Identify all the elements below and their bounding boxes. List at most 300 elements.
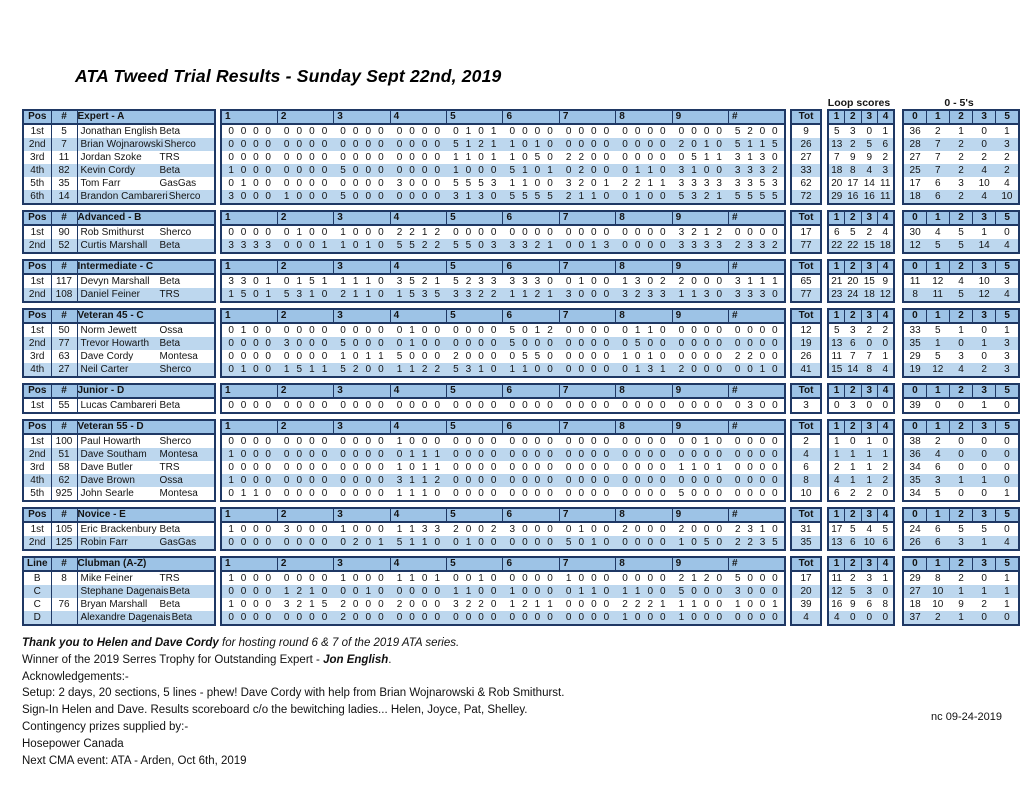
section-score-cell <box>559 239 615 253</box>
score-digit: 0 <box>565 612 572 623</box>
score-digit: 1 <box>678 612 685 623</box>
section-score-cell <box>729 598 785 611</box>
score-digit: 0 <box>591 152 597 163</box>
count-column-header: 1 <box>926 260 949 274</box>
score-digit: 5 <box>534 191 541 202</box>
section-score-cell <box>559 474 615 487</box>
count-row <box>903 177 1019 190</box>
score-digit: 2 <box>678 364 685 375</box>
score-digit: 0 <box>478 152 484 163</box>
bike-name: Beta <box>159 400 181 411</box>
score-digit: 3 <box>453 289 459 300</box>
score-digit: 0 <box>772 400 778 411</box>
score-digit: 0 <box>240 449 247 460</box>
score-digit: 0 <box>747 227 753 238</box>
score-digit: 0 <box>240 351 247 362</box>
score-digit: 0 <box>240 400 247 411</box>
score-digit: 0 <box>265 436 271 447</box>
score-digit: 3 <box>703 178 710 189</box>
score-digit: 0 <box>409 139 415 150</box>
score-digit: 0 <box>253 462 259 473</box>
pos-column-header: Pos <box>23 309 51 323</box>
count-cell: 29 <box>909 351 921 362</box>
rider-row <box>23 448 215 461</box>
rider-name-bike-cell <box>77 138 215 151</box>
loop-score-cell: 18 <box>878 239 895 253</box>
count-column-header: 1 <box>926 110 949 124</box>
score-digit: 0 <box>240 599 247 610</box>
score-digit: 3 <box>453 191 459 202</box>
score-digit: 1 <box>465 191 472 202</box>
score-digit: 0 <box>253 139 259 150</box>
score-digit: 1 <box>678 537 685 548</box>
score-digit: 0 <box>660 488 666 499</box>
section-score-cell <box>390 434 446 448</box>
riders-table <box>22 109 216 205</box>
score-digit: 0 <box>634 152 641 163</box>
section-score-cell <box>616 434 672 448</box>
loop-score-cell: 4 <box>828 611 845 625</box>
section-score-cell <box>447 350 503 363</box>
score-digit: 0 <box>365 152 372 163</box>
section-scores-table <box>220 419 786 502</box>
score-digit: 0 <box>352 325 359 336</box>
section-score-cell <box>503 177 559 190</box>
score-digit: 0 <box>240 537 247 548</box>
score-digit: 0 <box>365 165 372 176</box>
score-digit: 1 <box>296 227 303 238</box>
score-digit: 0 <box>691 612 697 623</box>
score-counts-table <box>902 383 1020 414</box>
score-digit: 1 <box>547 165 553 176</box>
score-digit: 0 <box>622 139 628 150</box>
count-cell: 8 <box>935 573 941 584</box>
section-score-cell <box>390 239 446 253</box>
loop-score-cell: 3 <box>849 400 856 411</box>
count-cell: 5 <box>935 488 941 499</box>
bike-name: Beta <box>159 524 181 535</box>
score-digit: 3 <box>759 537 766 548</box>
score-digit: 1 <box>228 599 234 610</box>
score-group-titles <box>22 96 1020 109</box>
loop-scores-row <box>828 323 894 337</box>
score-digit: 1 <box>716 152 722 163</box>
section-score-cell <box>277 323 333 337</box>
section-score-cell <box>672 164 728 177</box>
score-digit: 0 <box>478 351 484 362</box>
count-row <box>903 448 1019 461</box>
position-cell: C <box>23 598 51 611</box>
score-digit: 0 <box>734 436 741 447</box>
riders-table <box>22 556 216 626</box>
header-row <box>23 260 215 274</box>
rider-row <box>23 177 215 190</box>
section-score-cell <box>672 138 728 151</box>
score-digit: 2 <box>340 599 346 610</box>
score-digit: 0 <box>478 537 484 548</box>
score-digit: 0 <box>434 436 441 447</box>
section-score-cell <box>221 363 277 377</box>
score-digit: 0 <box>578 240 585 251</box>
loop-score-cell: 3 <box>861 585 878 598</box>
section-score-cell <box>221 190 277 204</box>
section-column-header: 7 <box>559 110 615 124</box>
score-digit: 0 <box>321 524 328 535</box>
count-cell: 0 <box>996 611 1019 625</box>
count-cell: 11 <box>909 276 921 287</box>
score-digit: 0 <box>660 612 666 623</box>
score-counts-table <box>902 308 1020 378</box>
score-digit: 2 <box>421 364 428 375</box>
score-digit: 0 <box>265 488 271 499</box>
loop-score-cell: 0 <box>849 436 856 447</box>
score-digit: 3 <box>534 276 541 287</box>
score-digit: 0 <box>434 586 441 597</box>
score-digit: 0 <box>565 364 572 375</box>
score-digit: 0 <box>734 227 741 238</box>
score-digit: 0 <box>309 139 315 150</box>
rider-number-cell: 105 <box>51 522 77 536</box>
count-cell: 0 <box>958 400 964 411</box>
score-digit: 0 <box>396 586 403 597</box>
score-digit: 0 <box>772 227 778 238</box>
footer-line: Setup: 2 days, 20 sections, 5 lines - phew! Dave Cordy with help from Brian Wojnarowski & Rob Smithurst. <box>22 687 565 700</box>
score-digit: 0 <box>603 289 610 300</box>
score-digit: 1 <box>534 599 541 610</box>
score-digit: 0 <box>434 488 441 499</box>
rider-row <box>23 190 215 204</box>
section-score-cell <box>221 288 277 302</box>
score-digit: 3 <box>509 276 516 287</box>
position-cell: 2nd <box>23 288 51 302</box>
section-column-header: # <box>729 420 785 434</box>
score-digit: 0 <box>716 351 722 362</box>
count-cell: 2 <box>958 152 964 163</box>
score-digit: 0 <box>691 449 697 460</box>
loop-score-cell: 16 <box>861 190 878 204</box>
score-digit: 0 <box>622 488 628 499</box>
score-digit: 0 <box>603 338 610 349</box>
score-digit: 0 <box>453 325 459 336</box>
section-column-header: 1 <box>221 309 277 323</box>
section-score-cell <box>503 288 559 302</box>
score-digit: 0 <box>253 227 259 238</box>
section-score-cell <box>729 571 785 585</box>
section-column-header: # <box>729 309 785 323</box>
score-digit: 0 <box>578 612 585 623</box>
score-digit: 1 <box>434 449 441 460</box>
position-cell: 1st <box>23 323 51 337</box>
score-digit: 0 <box>309 537 315 548</box>
rider-name: Neil Carter <box>80 364 129 375</box>
score-digit: 1 <box>747 139 753 150</box>
score-digit: 2 <box>747 351 753 362</box>
section-column-header: 9 <box>672 211 728 225</box>
score-digit: 0 <box>509 462 516 473</box>
section-score-cell <box>616 288 672 302</box>
section-score-cell <box>729 350 785 363</box>
loop-score-cell: 7 <box>833 152 840 163</box>
score-digit: 5 <box>522 351 528 362</box>
header-row <box>903 420 1019 434</box>
score-digit: 0 <box>622 191 628 202</box>
score-digit: 3 <box>660 289 666 300</box>
total-cell: 27 <box>800 152 812 163</box>
count-row <box>903 274 1019 288</box>
rider-number-cell: 125 <box>51 536 77 550</box>
section-column-header: 4 <box>390 384 446 398</box>
section-column-header: 9 <box>672 384 728 398</box>
score-digit: 0 <box>283 573 290 584</box>
score-digit: 0 <box>309 227 315 238</box>
count-cell: 5 <box>958 524 964 535</box>
score-digit: 0 <box>490 364 497 375</box>
section-score-cell <box>447 124 503 138</box>
total-cell: 2 <box>803 436 809 447</box>
score-digit: 0 <box>421 191 428 202</box>
class-block-expert-a <box>22 109 1020 205</box>
section-score-cell <box>559 461 615 474</box>
score-digit: 0 <box>490 488 497 499</box>
score-digit: 5 <box>340 364 346 375</box>
score-digit: 0 <box>340 488 346 499</box>
total-row <box>791 177 821 190</box>
score-digit: 2 <box>703 191 710 202</box>
rider-number-cell <box>51 611 77 625</box>
section-score-cell <box>503 151 559 164</box>
score-digit: 0 <box>509 436 516 447</box>
count-cell: 36 <box>903 448 926 461</box>
section-score-cell <box>334 337 390 350</box>
score-digit: 0 <box>478 612 484 623</box>
position-cell: 1st <box>23 522 51 536</box>
score-digit: 2 <box>478 289 484 300</box>
score-digit: 2 <box>734 351 741 362</box>
score-digit: 1 <box>309 289 315 300</box>
score-digit: 0 <box>716 524 722 535</box>
total-row <box>791 350 821 363</box>
score-digit: 0 <box>591 599 597 610</box>
score-digit: 0 <box>634 139 641 150</box>
score-digit: 0 <box>660 139 666 150</box>
score-digit: 5 <box>309 276 315 287</box>
section-score-cell <box>277 398 333 413</box>
score-digit: 0 <box>734 462 741 473</box>
count-cell: 5 <box>935 325 941 336</box>
score-digit: 3 <box>691 191 697 202</box>
section-score-cell <box>672 124 728 138</box>
section-column-header: 4 <box>390 110 446 124</box>
score-digit: 0 <box>352 126 359 137</box>
score-digit: 2 <box>340 289 346 300</box>
section-scores-row <box>221 611 785 625</box>
score-digit: 3 <box>772 178 778 189</box>
score-digit: 0 <box>396 126 403 137</box>
total-row <box>791 598 821 611</box>
loop-scores-row <box>828 151 894 164</box>
section-column-header: 9 <box>672 260 728 274</box>
count-cell: 12 <box>932 276 944 287</box>
score-digit: 0 <box>378 289 384 300</box>
loop-score-cell: 0 <box>861 611 878 625</box>
score-digit: 0 <box>265 524 271 535</box>
score-digit: 0 <box>253 289 259 300</box>
section-scores-table <box>220 556 786 626</box>
loop-scores-table <box>827 556 895 626</box>
rider-name-bike-cell <box>77 274 215 288</box>
loop-column-header: 2 <box>845 309 862 323</box>
score-digit: 0 <box>478 436 484 447</box>
score-digit: 0 <box>352 139 359 150</box>
score-digit: 1 <box>759 364 766 375</box>
score-digit: 1 <box>647 325 653 336</box>
loop-score-cell: 15 <box>861 239 878 253</box>
score-digit: 3 <box>734 152 741 163</box>
score-digit: 3 <box>647 289 654 300</box>
rider-name-bike-cell <box>77 448 215 461</box>
score-digit: 0 <box>634 462 641 473</box>
score-digit: 0 <box>647 462 653 473</box>
score-digit: 3 <box>691 240 697 251</box>
section-score-cell <box>390 461 446 474</box>
score-digit: 0 <box>591 338 597 349</box>
score-digit: 0 <box>603 436 610 447</box>
score-digit: 0 <box>434 400 441 411</box>
rider-name: Norm Jewett <box>80 325 137 336</box>
rider-row <box>23 522 215 536</box>
score-digit: 5 <box>734 139 741 150</box>
score-digit: 0 <box>547 462 553 473</box>
score-digit: 3 <box>396 178 403 189</box>
score-digit: 5 <box>340 165 346 176</box>
count-cell: 1 <box>981 227 987 238</box>
section-score-cell <box>277 434 333 448</box>
section-score-cell <box>559 434 615 448</box>
score-digit: 0 <box>678 351 685 362</box>
loop-scores-row <box>828 337 894 350</box>
section-score-cell <box>277 474 333 487</box>
loop-score-cell: 0 <box>882 436 889 447</box>
count-cell: 6 <box>926 536 949 550</box>
score-digit: 0 <box>603 586 610 597</box>
score-digit: 0 <box>321 227 328 238</box>
score-digit: 3 <box>691 178 697 189</box>
section-score-cell <box>672 522 728 536</box>
score-digit: 0 <box>747 599 753 610</box>
score-digit: 0 <box>283 462 290 473</box>
score-digit: 1 <box>453 152 459 163</box>
section-column-header: 5 <box>447 211 503 225</box>
score-digit: 0 <box>296 449 303 460</box>
score-digit: 0 <box>759 227 766 238</box>
score-digit: 0 <box>321 436 328 447</box>
score-digit: 0 <box>321 400 328 411</box>
loop-score-cell: 14 <box>863 178 875 189</box>
count-cell: 3 <box>996 337 1019 350</box>
score-digit: 0 <box>534 126 541 137</box>
section-score-cell <box>221 337 277 350</box>
position-cell: 2nd <box>23 239 51 253</box>
section-score-cell <box>616 398 672 413</box>
header-row <box>23 110 215 124</box>
section-score-cell <box>559 288 615 302</box>
loop-scores-table <box>827 308 895 378</box>
count-cell: 19 <box>903 363 926 377</box>
score-digit: 0 <box>283 126 290 137</box>
score-digit: 0 <box>296 240 303 251</box>
loop-score-cell: 13 <box>828 536 845 550</box>
loop-score-cell: 14 <box>845 363 862 377</box>
loop-column-header: 2 <box>845 110 862 124</box>
score-digit: 5 <box>453 240 459 251</box>
score-digit: 0 <box>340 152 346 163</box>
section-score-cell <box>559 522 615 536</box>
count-cell: 10 <box>978 178 990 189</box>
score-digit: 1 <box>396 573 403 584</box>
score-digit: 1 <box>265 289 271 300</box>
score-digit: 5 <box>340 338 346 349</box>
score-digit: 0 <box>309 191 315 202</box>
score-digit: 5 <box>691 152 697 163</box>
score-digit: 0 <box>421 338 428 349</box>
score-digit: 0 <box>283 351 290 362</box>
footer-line: Hosepower Canada <box>22 737 124 750</box>
rider-row <box>23 225 215 239</box>
section-score-cell <box>277 288 333 302</box>
section-score-cell <box>616 274 672 288</box>
score-digit: 2 <box>421 276 428 287</box>
loop-score-cell: 13 <box>828 138 845 151</box>
pos-column-header: Pos <box>23 211 51 225</box>
section-score-cell <box>334 398 390 413</box>
rider-name-bike-cell <box>77 398 215 413</box>
score-digit: 2 <box>703 573 710 584</box>
section-score-cell <box>447 536 503 550</box>
score-digit: 1 <box>228 449 234 460</box>
score-digit: 0 <box>253 338 259 349</box>
count-column-header: 3 <box>973 309 996 323</box>
score-digit: 5 <box>396 537 403 548</box>
total-cell: 26 <box>791 138 821 151</box>
score-digit: 0 <box>253 612 259 623</box>
rider-name: Dave Brown <box>80 475 135 486</box>
score-digit: 0 <box>565 586 572 597</box>
count-cell: 2 <box>949 164 972 177</box>
score-digit: 0 <box>591 462 597 473</box>
position-cell: 5th <box>23 177 51 190</box>
score-digit: 0 <box>647 537 654 548</box>
count-cell: 3 <box>1004 351 1010 362</box>
score-digit: 2 <box>522 599 528 610</box>
score-digit: 0 <box>378 462 384 473</box>
section-scores-row <box>221 398 785 413</box>
loop-score-cell: 17 <box>831 524 843 535</box>
score-digit: 0 <box>352 227 359 238</box>
section-score-cell <box>221 151 277 164</box>
score-digit: 0 <box>434 139 441 150</box>
score-digit: 0 <box>478 400 484 411</box>
section-column-header: 7 <box>559 211 615 225</box>
count-cell: 1 <box>996 585 1019 598</box>
score-digit: 1 <box>578 276 585 287</box>
loop-column-header: 2 <box>845 420 862 434</box>
score-digit: 0 <box>240 338 247 349</box>
section-score-cell <box>447 487 503 501</box>
section-score-cell <box>672 239 728 253</box>
class-name-header: Expert - A <box>77 110 215 124</box>
score-digit: 0 <box>309 351 315 362</box>
score-digit: 0 <box>716 488 722 499</box>
